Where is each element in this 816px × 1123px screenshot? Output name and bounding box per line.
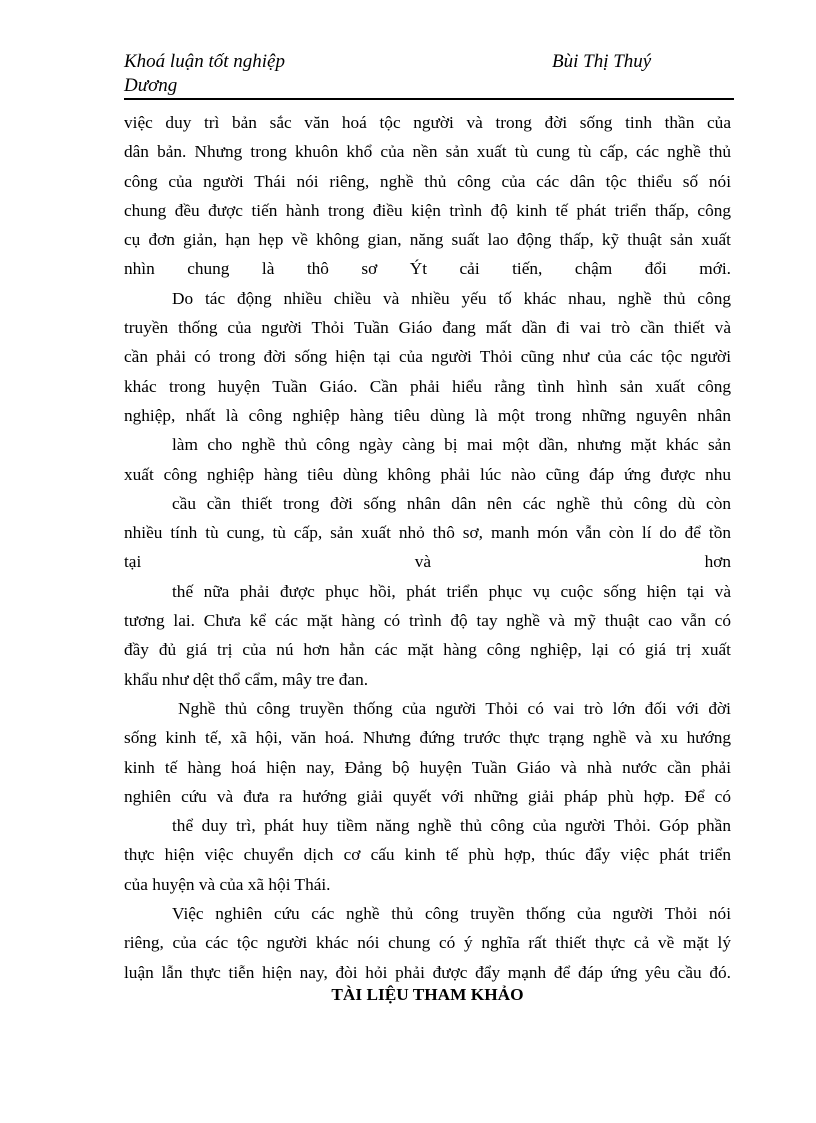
text-line: của huyện và của xã hội Thái. bbox=[124, 874, 331, 894]
text-line: thể duy trì, phát huy tiềm năng nghề thủ công của người Thỏi. Góp phần bbox=[172, 816, 731, 836]
text-line: Việc nghiên cứu các nghề thủ công truyền thống của người Thỏi nói bbox=[172, 904, 731, 924]
text-line: luận lẫn thực tiễn hiện nay, đòi hỏi phải được đẩy mạnh để đáp ứng yêu cầu đó. bbox=[124, 962, 731, 982]
page-header bbox=[124, 50, 734, 100]
text-line: cụ đơn giản, hạn hẹp về không gian, năng suất lao động thấp, kỹ thuật sản xuất bbox=[124, 230, 731, 250]
text-line: kinh tế hàng hoá hiện nay, Đảng bộ huyện Tuần Giáo và nhà nước cần phải bbox=[124, 757, 731, 777]
body-text bbox=[124, 108, 731, 987]
text-line: nghiên cứu và đưa ra hướng giải quyết với những giải pháp phù hợp. Để có bbox=[124, 786, 731, 806]
text-line: thế nữa phải được phục hồi, phát triển phục vụ cuộc sống hiện tại và bbox=[172, 581, 731, 601]
text-line: nghiệp, nhất là công nghiệp hàng tiêu dùng là một trong những nguyên nhân bbox=[124, 405, 731, 425]
text-line: cần phải có trong đời sống hiện tại của người Thỏi cũng như của các tộc người bbox=[124, 347, 731, 367]
text-line: chung đều được tiến hành trong điều kiện trình độ kinh tế phát triển thấp, công bbox=[124, 200, 731, 220]
text-line: riêng, của các tộc người khác nói chung có ý nghĩa rất thiết thực cả về mặt lý bbox=[124, 933, 731, 953]
text-line: sống kinh tế, xã hội, văn hoá. Nhưng đứng trước thực trạng nghề và xu hướng bbox=[124, 728, 731, 748]
text-line: truyền thống của người Thỏi Tuần Giáo đang mất dần đi vai trò cần thiết và bbox=[124, 318, 731, 338]
text-line: thực hiện việc chuyển dịch cơ cấu kinh tế phù hợp, thúc đẩy việc phát triển bbox=[124, 845, 731, 865]
text-line: dân bản. Nhưng trong khuôn khổ của nền sản xuất tù cung tù cấp, các nghề thủ bbox=[124, 142, 731, 162]
text-line: tại và hơn bbox=[124, 552, 731, 572]
text-line: Nghề thủ công truyền thống của người Thỏi có vai trò lớn đối với đời bbox=[178, 698, 731, 718]
text-line: đầy đủ giá trị của nú hơn hẳn các mặt hàng công nghiệp, lại có giá trị xuất bbox=[124, 640, 731, 660]
text-line: xuất công nghiệp hàng tiêu dùng không phải lúc nào cũng đáp ứng được nhu bbox=[124, 464, 731, 484]
header-author: Bùi Thị Thuý bbox=[552, 51, 652, 72]
text-line: khác trong huyện Tuần Giáo. Cần phải hiểu rằng tình hình sản xuất công bbox=[124, 376, 731, 396]
text-line: nhìn chung là thô sơ Ýt cải tiến, chậm đổi mới. bbox=[124, 259, 731, 279]
header-title: Khoá luận tốt nghiệp Dương bbox=[124, 51, 285, 96]
text-line: cầu cần thiết trong đời sống nhân dân nên các nghề thủ công dù còn bbox=[172, 493, 731, 513]
text-line: tương lai. Chưa kể các mặt hàng có trình độ tay nghề và mỹ thuật cao vẫn có bbox=[124, 611, 731, 631]
text-line: Do tác động nhiều chiều và nhiều yếu tố khác nhau, nghề thủ công bbox=[172, 288, 731, 308]
text-line: công của người Thái nói riêng, nghề thủ công của các dân tộc thiểu số nói bbox=[124, 171, 731, 191]
text-line: việc duy trì bản sắc văn hoá tộc người và trong đời sống tinh thần của bbox=[124, 113, 731, 132]
text-line: khẩu như dệt thổ cẩm, mây tre đan. bbox=[124, 669, 369, 689]
references-heading: TÀI LIỆU THAM KHẢO bbox=[331, 985, 524, 1004]
text-line: làm cho nghề thủ công ngày càng bị mai một dần, nhưng mặt khác sản bbox=[172, 435, 731, 455]
text-line: nhiều tính tù cung, tù cấp, sản xuất nhỏ thô sơ, manh món vẫn còn lí do để tồn bbox=[124, 523, 731, 543]
